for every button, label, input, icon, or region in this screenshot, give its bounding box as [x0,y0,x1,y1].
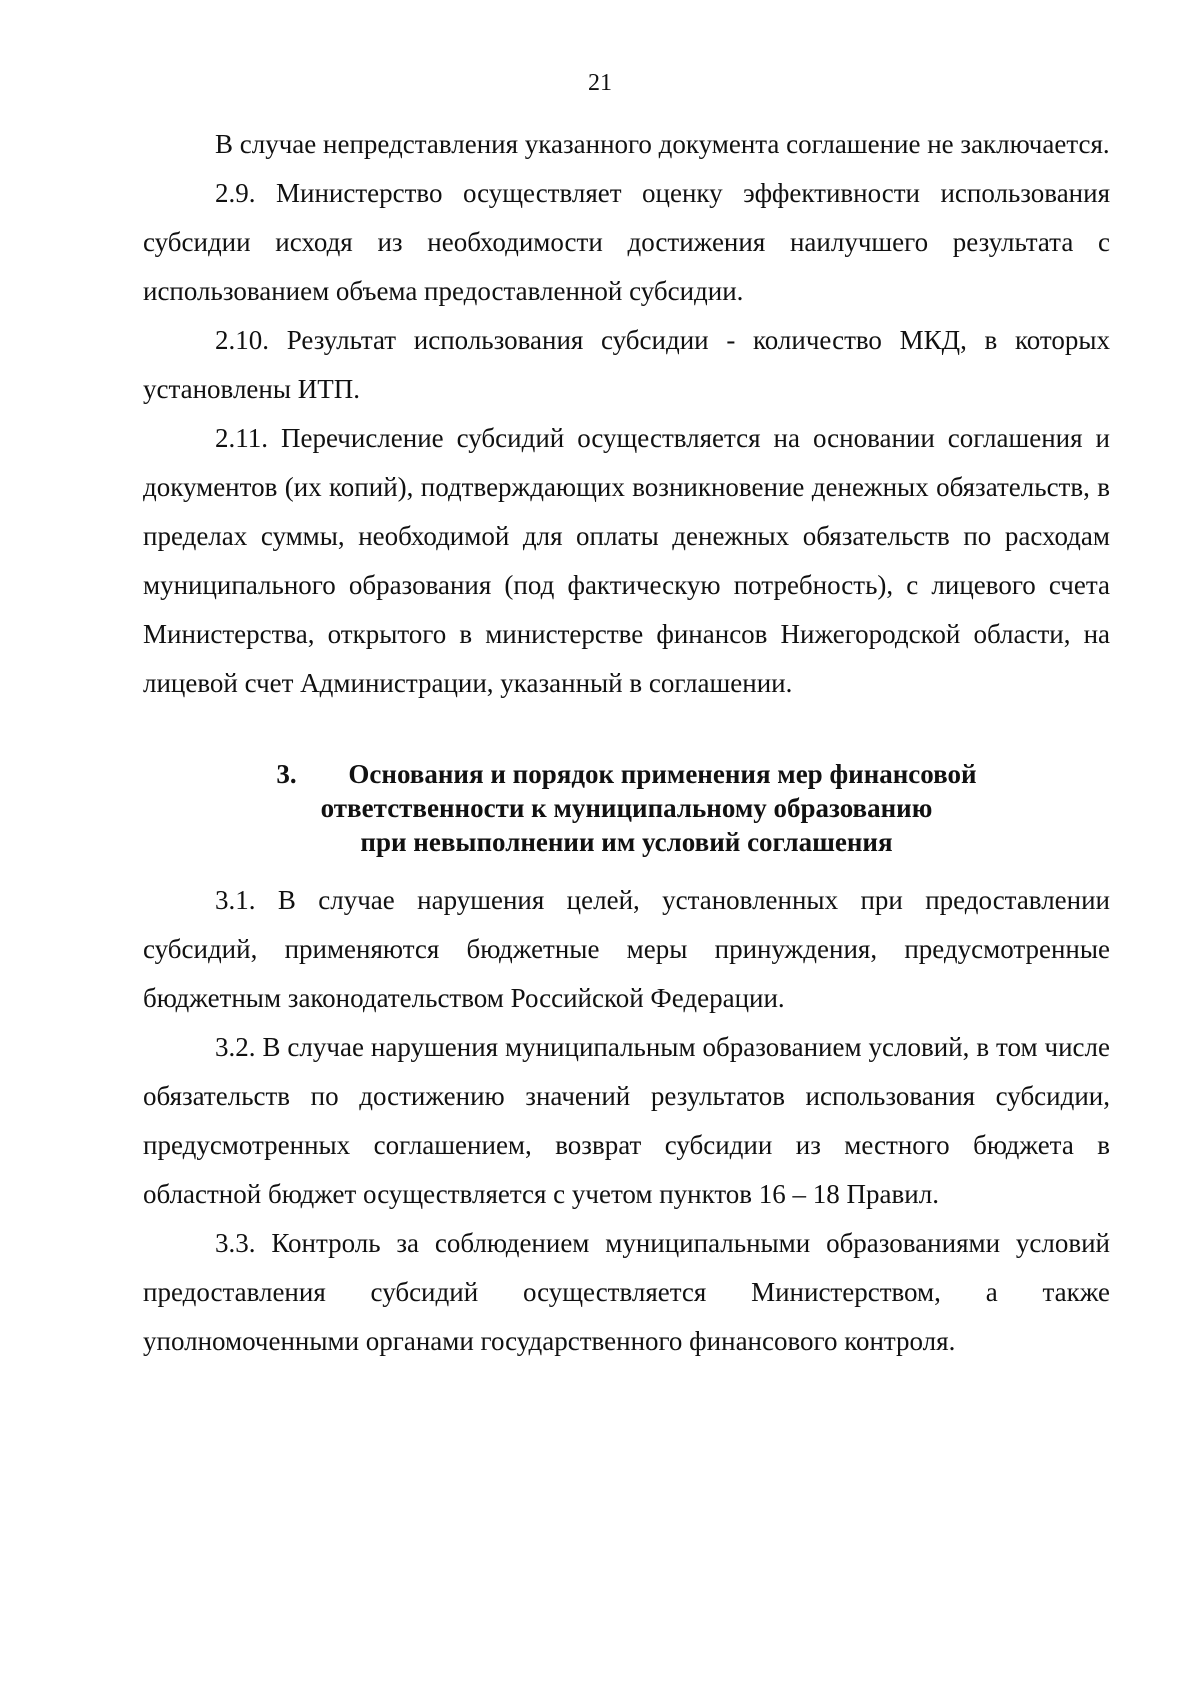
paragraph-3-1: 3.1. В случае нарушения целей, установленных при предоставлении субсидий, применяются бюджетные меры принуждения, предусмотренные бюджетным законодательством Российской Федерации. [143,885,1110,1013]
section-3-title-line-1: Основания и порядок применения мер финансовой [348,759,977,789]
section-3-heading-line-1 [143,757,1110,791]
paragraph-no-document: В случае непредставления указанного документа соглашение не заключается. [215,129,1110,159]
paragraph-2-10: 2.10. Результат использования субсидии - количество МКД, в которых установлены ИТП. [143,325,1110,404]
paragraph-3-2: 3.2. В случае нарушения муниципальным образованием условий, в том числе обязательств по достижению значений результатов использования субсидии, предусмотренных соглашением, возврат субсидии из местного бюджета в областной бюджет осуществляется с учетом пунктов 16 – 18 Правил. [143,1032,1110,1209]
paragraph-2-11: 2.11. Перечисление субсидий осуществляется на основании соглашения и документов (их копий), подтверждающих возникновение денежных обязательств, в пределах суммы, необходимой для оплаты денежных обязательств по расходам муниципального образования (под фактическую потребность), с лицевого счета Министерства, открытого в министерстве финансов Нижегородской области, на лицевой счет Администрации, указанный в соглашении. [143,423,1110,698]
section-3-heading [143,757,1110,859]
document-body [143,120,1110,1366]
paragraph-3-3: 3.3. Контроль за соблюдением муниципальными образованиями условий предоставления субсидий осуществляется Министерством, а также уполномоченными органами государственного финансового контроля. [143,1228,1110,1356]
section-3-title-line-3: при невыполнении им условий соглашения [360,827,893,857]
section-3-number: 3. [276,759,297,789]
section-3-title-line-2: ответственности к муниципальному образованию [320,793,933,823]
paragraph-2-9: 2.9. Министерство осуществляет оценку эффективности использования субсидии исходя из необходимости достижения наилучшего результата с использованием объема предоставленной субсидии. [143,178,1110,306]
page-number: 21 [588,70,612,96]
